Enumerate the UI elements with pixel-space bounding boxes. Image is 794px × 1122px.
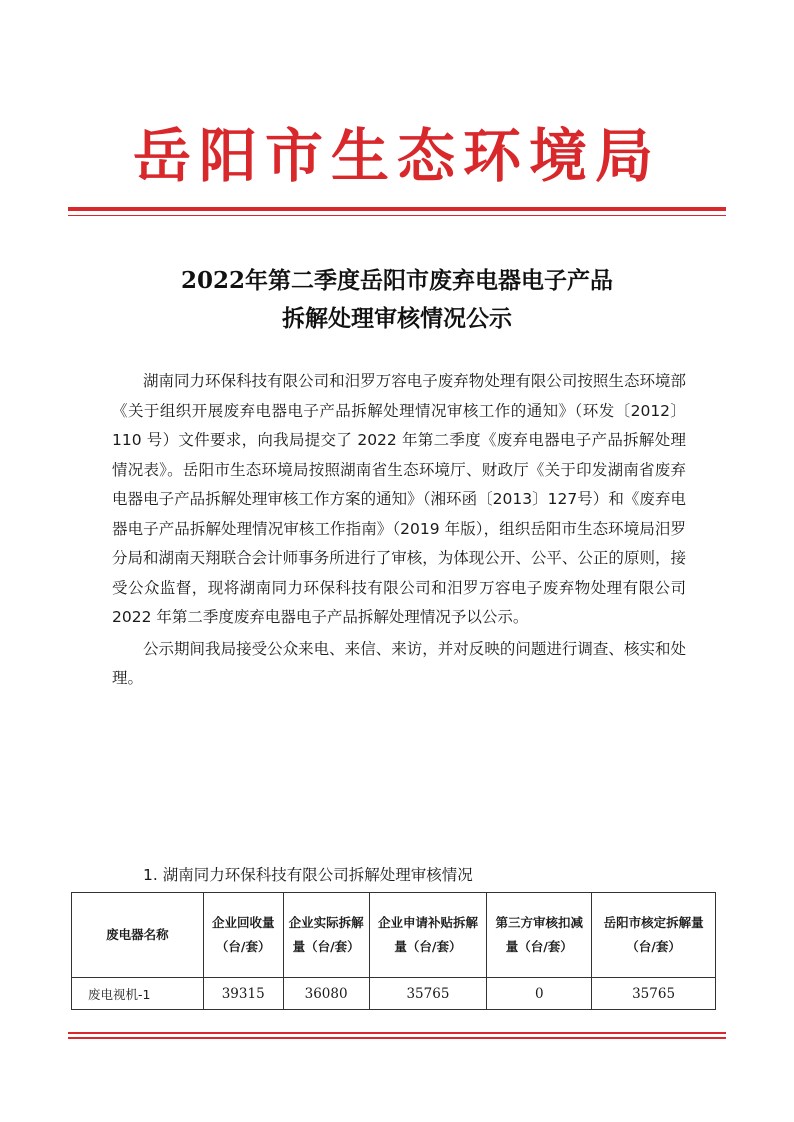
footer-rule-thin xyxy=(68,1037,726,1039)
header-appliance-name: 废电器名称 xyxy=(72,893,204,978)
table-row xyxy=(72,978,716,1010)
cell-third-party-deduction: 0 xyxy=(487,978,592,1010)
header-approved-qty: 岳阳市核定拆解量（台/套） xyxy=(592,893,716,978)
body-paragraph-2: 公示期间我局接受公众来电、来信、来访，并对反映的问题进行调查、核实和处理。 xyxy=(112,639,686,687)
letterhead-rule-thin xyxy=(68,215,726,216)
cell-approved-qty: 35765 xyxy=(592,978,716,1010)
document-title-line-1: 2022年第二季度岳阳市废弃电器电子产品 xyxy=(180,267,613,294)
cell-subsidy-claimed-qty: 35765 xyxy=(369,978,487,1010)
cell-appliance-name: 废电视机-1 xyxy=(72,978,204,1010)
cell-recovery-qty: 39315 xyxy=(203,978,283,1010)
footer-rule-thick xyxy=(68,1032,726,1034)
header-third-party-deduction: 第三方审核扣减量（台/套） xyxy=(487,893,592,978)
header-recovery-qty: 企业回收量（台/套） xyxy=(203,893,283,978)
header-subsidy-claimed-qty: 企业申请补贴拆解量（台/套） xyxy=(369,893,487,978)
header-actual-dismantled-qty: 企业实际拆解量（台/套） xyxy=(283,893,369,978)
document-title xyxy=(70,262,724,338)
letterhead-title: 岳阳市生态环境局 xyxy=(132,122,661,190)
document-body xyxy=(112,367,686,694)
section-heading: 1. 湖南同力环保科技有限公司拆解处理审核情况 xyxy=(143,866,473,884)
document-title-line-2: 拆解处理审核情况公示 xyxy=(282,305,512,332)
letterhead-rule-thick xyxy=(68,207,726,211)
table-header-row xyxy=(72,893,716,978)
cell-actual-dismantled-qty: 36080 xyxy=(283,978,369,1010)
body-paragraph-1: 湖南同力环保科技有限公司和汨罗万容电子废弃物处理有限公司按照生态环境部《关于组织开展废弃电器电子产品拆解处理情况审核工作的通知》（环发〔2012〕110 号）文件要求，向我局提交了 2022 年第二季度《废弃电器电子产品拆解处理情况表》。岳阳市生态环境局按照湖南省生态环境厅、财政厅《关于印发湖南省废弃电器电子产品拆解处理审核工作方案的通知》（湘环函〔2013〕127号）和《废弃电器电子产品拆解处理情况审核工作指南》（2019 年版），组织岳阳市生态环境局汨罗分局和湖南天翔联合会计师事务所进行了审核，为体现公开、公平、公正的原则，接受公众监督，现将湖南同力环保科技有限公司和汨罗万容电子废弃物处理有限公司 2022 年第二季度废弃电器电子产品拆解处理情况予以公示。 xyxy=(112,372,686,626)
audit-table xyxy=(71,892,716,1010)
